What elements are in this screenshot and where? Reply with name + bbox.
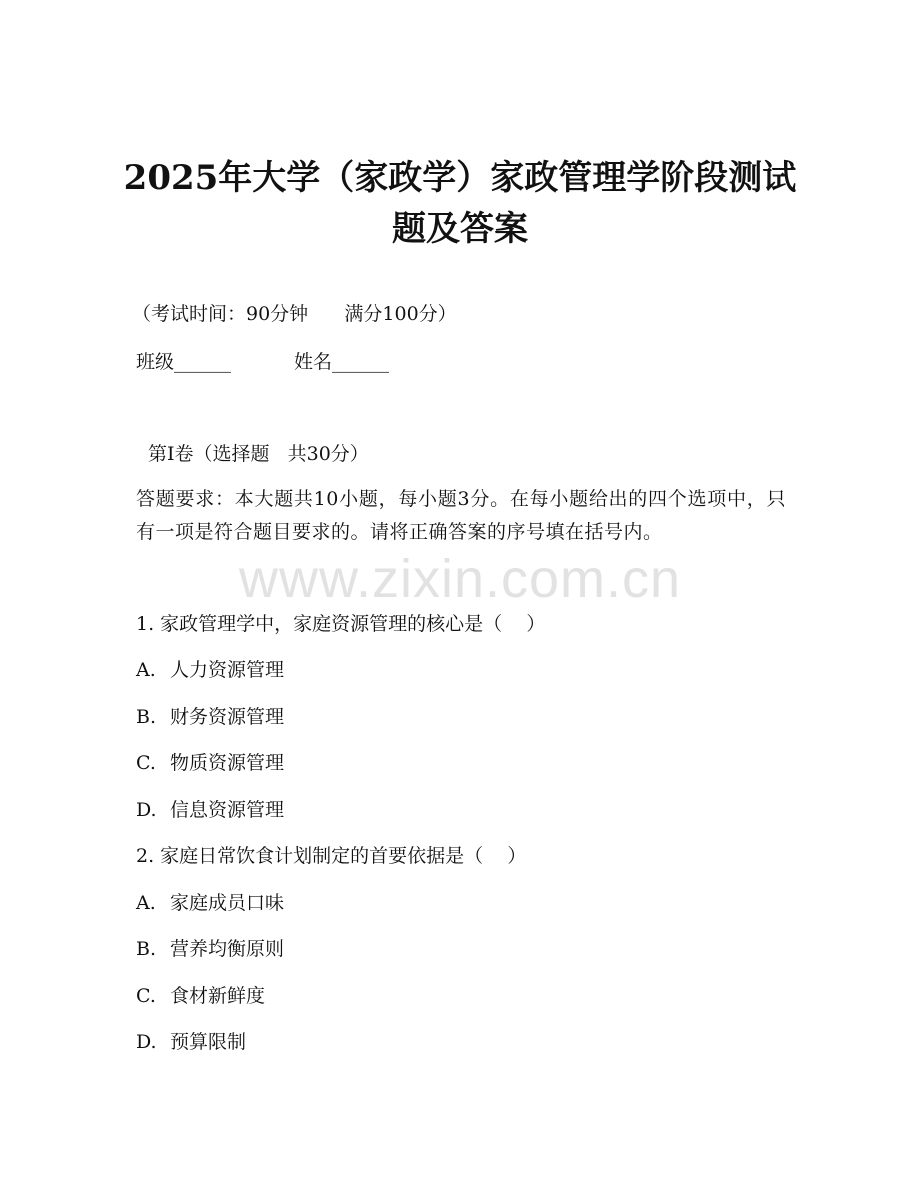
option-letter: D. (136, 799, 157, 821)
document-title-line-2: 题及答案 (392, 209, 528, 249)
question-1-option-b (136, 705, 284, 729)
option-letter: D. (136, 1031, 157, 1053)
question-2-option-d (136, 1030, 246, 1054)
section-heading: 第I卷（选择题 共30分） (148, 443, 369, 465)
option-text: 信息资源管理 (170, 799, 285, 821)
option-text: 人力资源管理 (170, 659, 285, 681)
answer-instructions: 答题要求：本大题共10小题，每小题3分。在每小题给出的四个选项中，只有一项是符合题目要求的。请将正确答案的序号填在括号内。 (136, 488, 786, 543)
option-letter: B. (136, 706, 157, 728)
option-letter: C. (136, 752, 156, 774)
question-2-option-a (136, 891, 284, 915)
option-letter: B. (136, 938, 157, 960)
question-1-option-a (136, 658, 284, 682)
option-letter: C. (136, 985, 156, 1007)
exam-time-score: （考试时间：90分钟 满分100分） (132, 303, 457, 325)
option-letter: A. (136, 892, 156, 914)
option-text: 财务资源管理 (170, 706, 285, 728)
question-1-option-d (136, 798, 284, 822)
option-text: 家庭成员口味 (170, 892, 285, 914)
option-letter: A. (136, 659, 156, 681)
option-text: 食材新鲜度 (170, 985, 266, 1007)
name-field-label: 姓名______ (294, 351, 390, 373)
question-1-stem: 1. 家政管理学中，家庭资源管理的核心是（ ） (136, 613, 546, 635)
class-field-label: 班级______ (136, 351, 232, 373)
option-text: 预算限制 (170, 1031, 247, 1053)
option-text: 营养均衡原则 (170, 938, 285, 960)
option-text: 物质资源管理 (170, 752, 285, 774)
question-1-option-c (136, 751, 284, 775)
watermark: www.zixin.com.cn (238, 549, 682, 609)
question-2-option-c (136, 984, 265, 1008)
question-2-option-b (136, 937, 284, 961)
question-2-stem: 2. 家庭日常饮食计划制定的首要依据是（ ） (136, 845, 527, 867)
document-title-line-1: 2025年大学（家政学）家政管理学阶段测试 (123, 158, 797, 198)
